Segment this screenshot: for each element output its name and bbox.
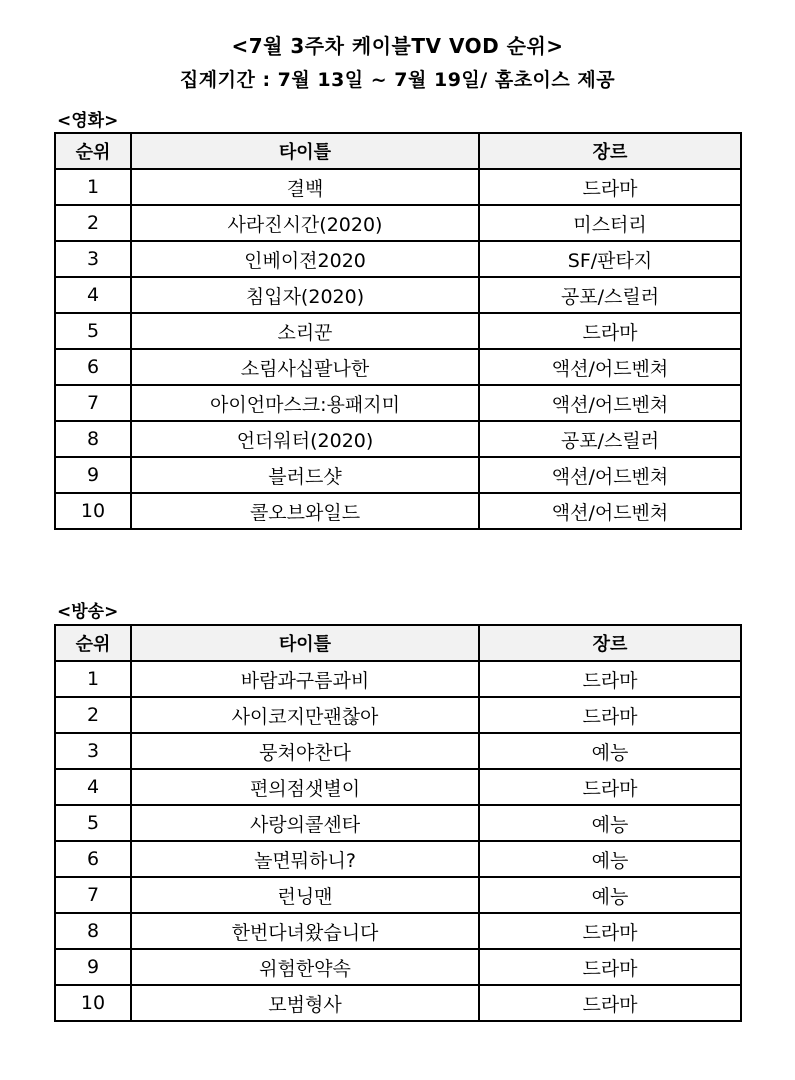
title-cell: 뭉쳐야찬다 [131,733,479,769]
title-cell: 언더워터(2020) [131,421,479,457]
section-label-broadcast: <방송> [57,602,119,622]
genre-cell: 액션/어드벤쳐 [479,457,741,493]
column-header-title: 타이틀 [131,625,479,661]
table-row [55,169,741,205]
rank-cell: 9 [55,949,131,985]
table-row [55,457,741,493]
rank-cell: 8 [55,913,131,949]
title-cell: 런닝맨 [131,877,479,913]
column-header-genre: 장르 [479,133,741,169]
rank-cell: 9 [55,457,131,493]
title-cell: 한번다녀왔습니다 [131,913,479,949]
title-cell: 사랑의콜센타 [131,805,479,841]
genre-cell: SF/판타지 [479,241,741,277]
column-header-title: 타이틀 [131,133,479,169]
title-cell: 결백 [131,169,479,205]
rank-cell: 4 [55,769,131,805]
rank-cell: 1 [55,661,131,697]
genre-cell: 드라마 [479,661,741,697]
table-row [55,805,741,841]
genre-cell: 예능 [479,877,741,913]
table-row [55,733,741,769]
rank-cell: 1 [55,169,131,205]
genre-cell: 드라마 [479,913,741,949]
table-row [55,313,741,349]
title-cell: 인베이젼2020 [131,241,479,277]
table-row [55,877,741,913]
rank-cell: 5 [55,805,131,841]
rank-cell: 8 [55,421,131,457]
table-row [55,205,741,241]
column-header-rank: 순위 [55,133,131,169]
genre-cell: 드라마 [479,169,741,205]
title-cell: 위험한약속 [131,949,479,985]
table-row [55,985,741,1021]
genre-cell: 드라마 [479,949,741,985]
title-cell: 아이언마스크:용패지미 [131,385,479,421]
rank-cell: 5 [55,313,131,349]
rank-cell: 6 [55,349,131,385]
table-row [55,421,741,457]
title-cell: 편의점샛별이 [131,769,479,805]
title-cell: 소림사십팔나한 [131,349,479,385]
rank-cell: 2 [55,205,131,241]
column-header-rank: 순위 [55,625,131,661]
page-subtitle: 집계기간 : 7월 13일 ~ 7월 19일/ 홈초이스 제공 [179,69,616,91]
page-title: <7월 3주차 케이블TV VOD 순위> [231,34,564,58]
genre-cell: 드라마 [479,313,741,349]
rank-cell: 4 [55,277,131,313]
rank-cell: 6 [55,841,131,877]
section-label-movies: <영화> [57,111,119,131]
title-cell: 침입자(2020) [131,277,479,313]
table-row [55,841,741,877]
rank-cell: 10 [55,493,131,529]
rank-cell: 10 [55,985,131,1021]
title-cell: 놀면뭐하니? [131,841,479,877]
broadcast-ranking-table [54,624,742,1022]
table-row [55,277,741,313]
table-row [55,697,741,733]
rank-cell: 3 [55,241,131,277]
table-row [55,349,741,385]
rank-cell: 3 [55,733,131,769]
table-header-row [55,133,741,169]
title-cell: 사이코지만괜찮아 [131,697,479,733]
table-row [55,241,741,277]
table-header-row [55,625,741,661]
movie-ranking-rows [55,169,741,529]
genre-cell: 액션/어드벤쳐 [479,385,741,421]
table-row [55,949,741,985]
rank-cell: 2 [55,697,131,733]
table-row [55,769,741,805]
table-row [55,493,741,529]
genre-cell: 예능 [479,805,741,841]
genre-cell: 드라마 [479,697,741,733]
title-cell: 블러드샷 [131,457,479,493]
genre-cell: 예능 [479,733,741,769]
table-row [55,913,741,949]
genre-cell: 예능 [479,841,741,877]
table-row [55,661,741,697]
genre-cell: 액션/어드벤쳐 [479,493,741,529]
genre-cell: 공포/스릴러 [479,277,741,313]
title-cell: 모범형사 [131,985,479,1021]
rank-cell: 7 [55,385,131,421]
rank-cell: 7 [55,877,131,913]
genre-cell: 드라마 [479,769,741,805]
title-cell: 콜오브와일드 [131,493,479,529]
title-cell: 사라진시간(2020) [131,205,479,241]
table-row [55,385,741,421]
genre-cell: 미스터리 [479,205,741,241]
title-cell: 바람과구름과비 [131,661,479,697]
column-header-genre: 장르 [479,625,741,661]
genre-cell: 드라마 [479,985,741,1021]
title-cell: 소리꾼 [131,313,479,349]
genre-cell: 공포/스릴러 [479,421,741,457]
movie-ranking-table [54,132,742,530]
genre-cell: 액션/어드벤쳐 [479,349,741,385]
broadcast-ranking-rows [55,661,741,1021]
